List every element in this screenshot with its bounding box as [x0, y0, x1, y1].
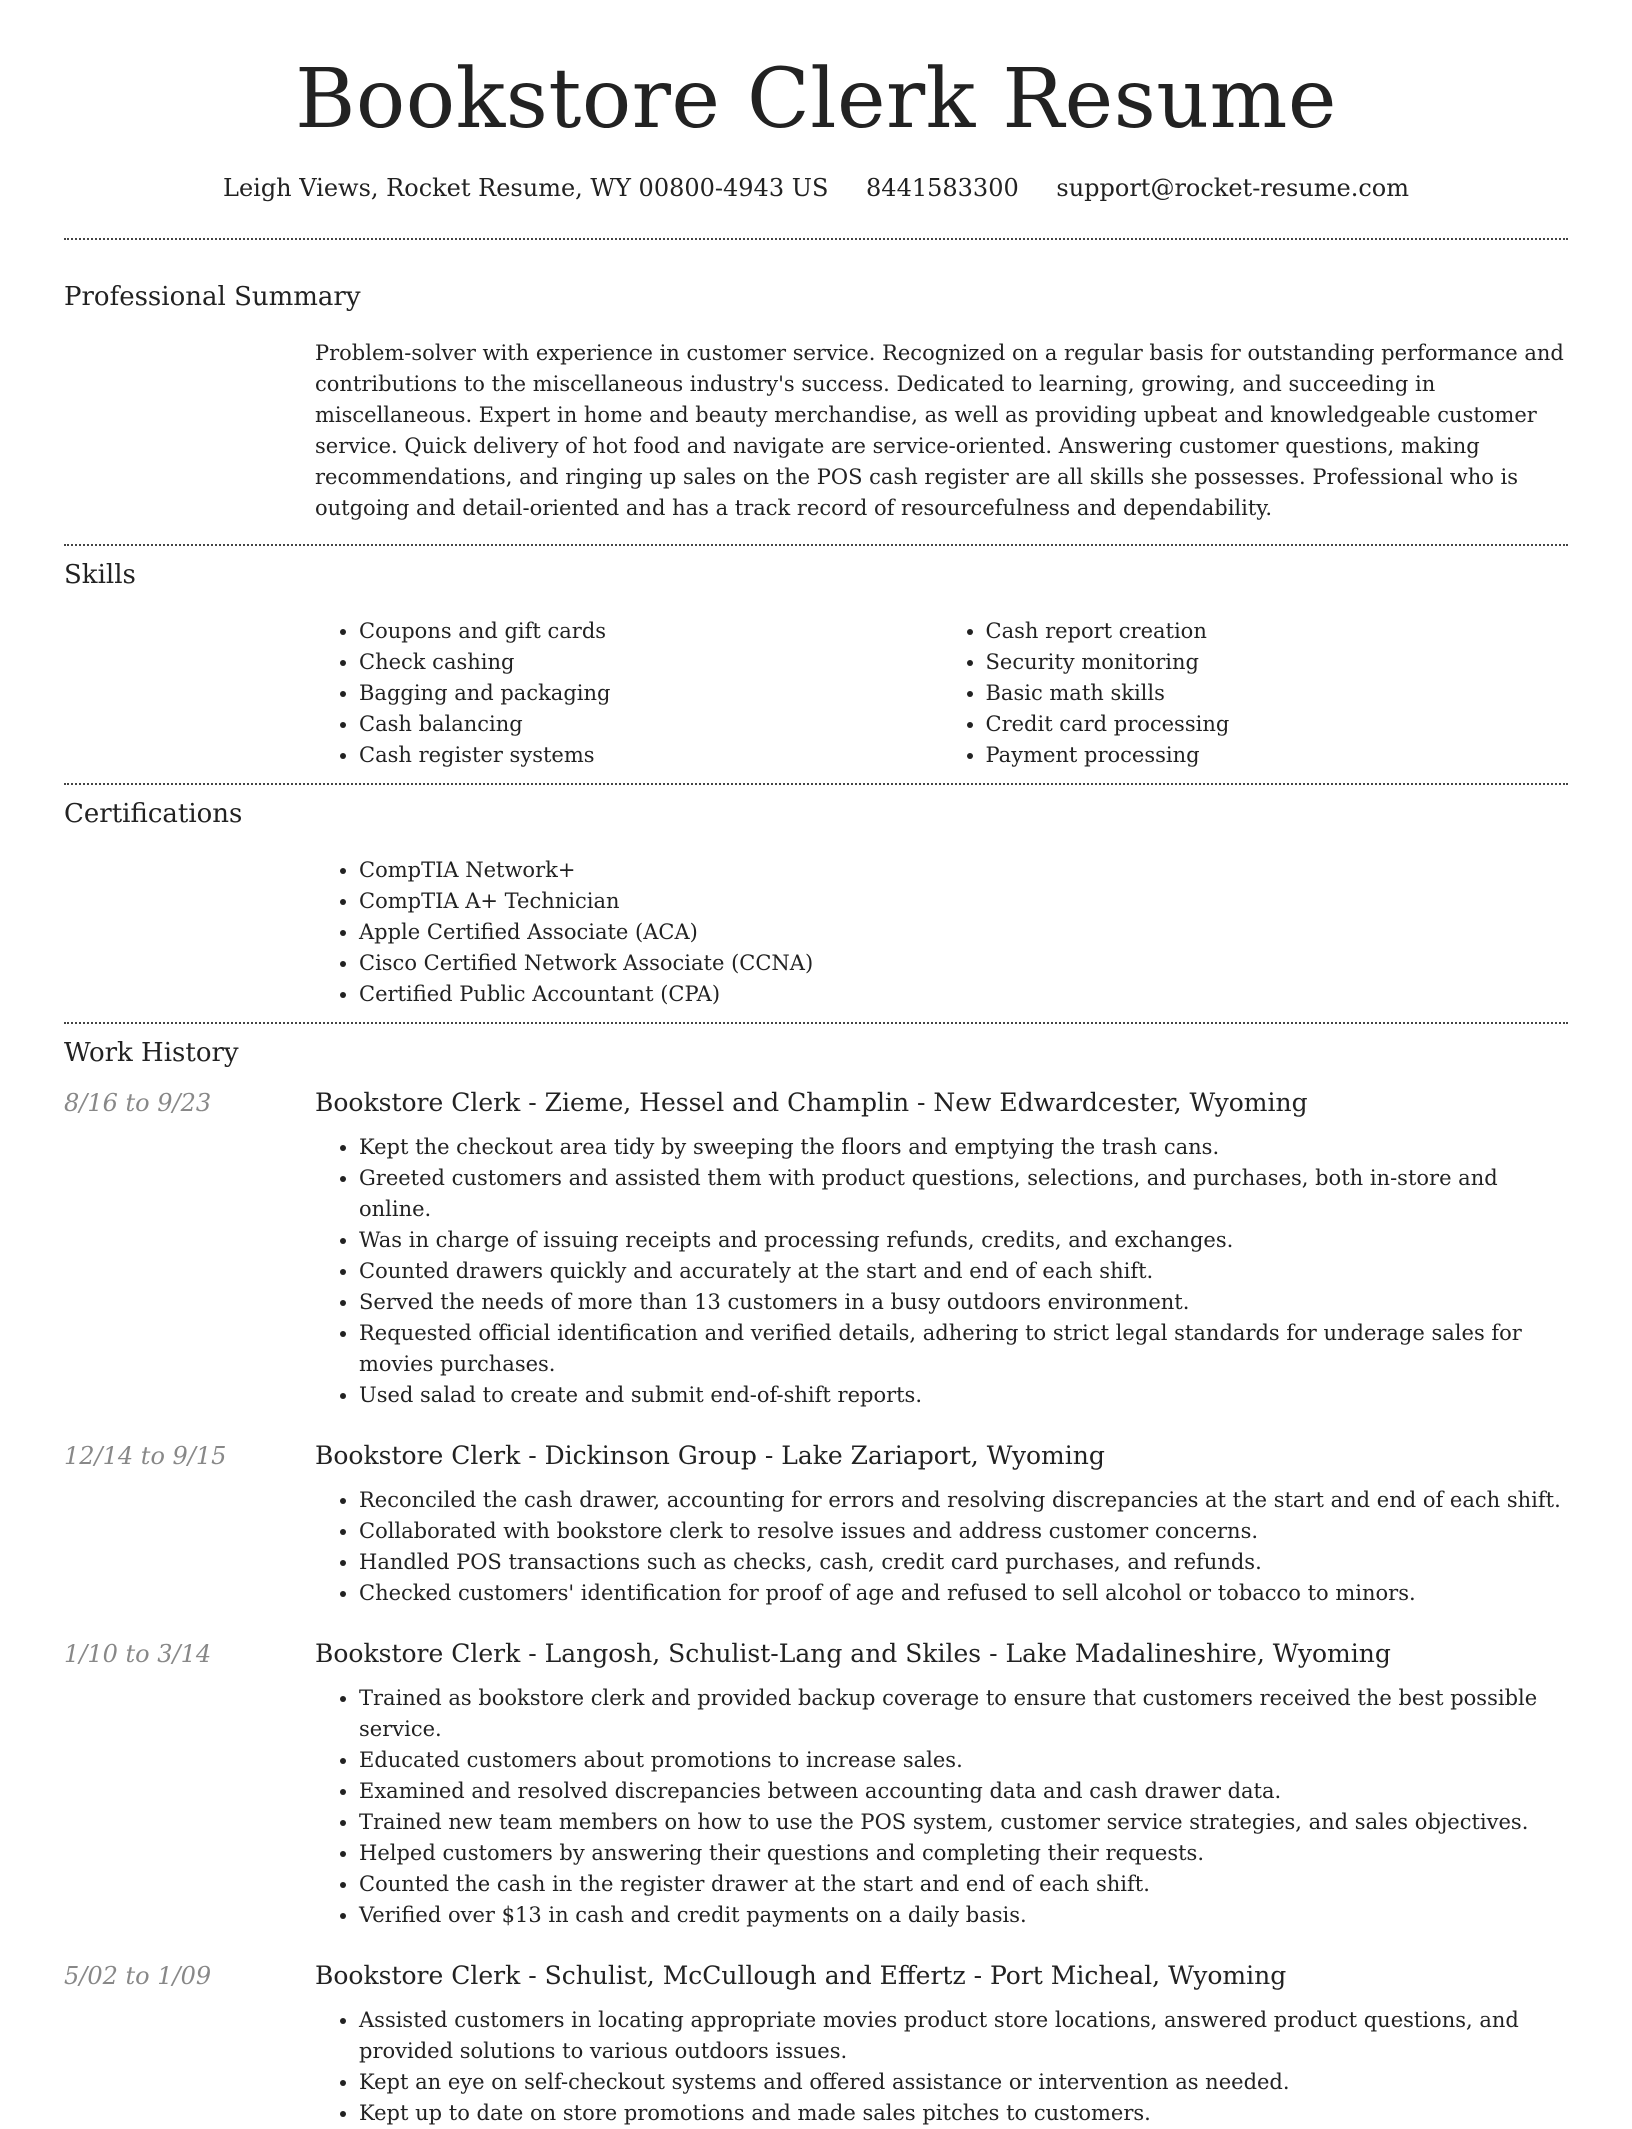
certifications-list [315, 855, 1568, 1010]
section-title-summary: Professional Summary [64, 282, 361, 312]
resume-title: Bookstore Clerk Resume [295, 52, 1337, 147]
job-bullets [315, 1683, 1568, 1931]
skill-item: • Check cashing [359, 647, 942, 678]
contact-line [64, 172, 1568, 204]
section-title-work-history: Work History [64, 1038, 239, 1068]
job-bullets [315, 1132, 1568, 1411]
skill-item: • Cash report creation [986, 616, 1569, 647]
job-date: 1/10 to 3/14 [64, 1640, 212, 1668]
job-bullet: • Kept up to date on store promotions and made sales pitches to customers. [359, 2098, 1568, 2129]
skills-list-right [942, 616, 1569, 771]
job-entry [64, 1086, 1568, 1411]
job-entry [64, 1637, 1568, 1931]
contact-address: Leigh Views, Rocket Resume, WY 00800-4943 US [223, 174, 829, 202]
contact-email: support@rocket-resume.com [1056, 174, 1409, 202]
job-bullet: • Counted the cash in the register drawer at the start and end of each shift. [359, 1869, 1568, 1900]
job-title: Bookstore Clerk - Dickinson Group - Lake Zariaport, Wyoming [315, 1441, 1105, 1470]
job-bullet: • Handled POS transactions such as checks, cash, credit card purchases, and refunds. [359, 1547, 1568, 1578]
certification-item: • Cisco Certified Network Associate (CCNA) [359, 948, 1568, 979]
skill-item: • Payment processing [986, 740, 1569, 771]
job-bullet: • Counted drawers quickly and accurately at the start and end of each shift. [359, 1256, 1568, 1287]
skill-item: • Cash register systems [359, 740, 942, 771]
job-date: 12/14 to 9/15 [64, 1442, 227, 1470]
job-title: Bookstore Clerk - Langosh, Schulist-Lang and Skiles - Lake Madalineshire, Wyoming [315, 1639, 1391, 1668]
certification-item: • Certified Public Accountant (CPA) [359, 979, 1568, 1010]
job-bullet: • Collaborated with bookstore clerk to resolve issues and address customer concerns. [359, 1516, 1568, 1547]
job-bullet: • Reconciled the cash drawer, accounting for errors and resolving discrepancies at the start and end of each shift. [359, 1485, 1568, 1516]
job-bullet: • Was in charge of issuing receipts and processing refunds, credits, and exchanges. [359, 1225, 1568, 1256]
skill-item: • Credit card processing [986, 709, 1569, 740]
certification-item: • CompTIA Network+ [359, 855, 1568, 886]
certification-item: • Apple Certified Associate (ACA) [359, 917, 1568, 948]
job-bullet: • Kept an eye on self-checkout systems and offered assistance or intervention as needed. [359, 2067, 1568, 2098]
job-bullet: • Trained new team members on how to use the POS system, customer service strategies, and sales objectives. [359, 1807, 1568, 1838]
job-bullet: • Educated customers about promotions to increase sales. [359, 1745, 1568, 1776]
job-bullets [315, 2005, 1568, 2129]
resume-header [64, 0, 1568, 204]
summary-text: Problem-solver with experience in customer service. Recognized on a regular basis for outstanding performance and contributions to the miscellaneous industry's success. Dedicated to learning, growing, and succeeding in miscellaneous. Expert in home and beauty merchandise, as well as providing upbeat and knowledgeable customer service. Quick delivery of hot food and navigate are service-oriented. Answering customer questions, making recommendations, and ringing up sales on the POS cash register are all skills she possesses. Professional who is outgoing and detail-oriented and has a track record of resourcefulness and dependability. [315, 341, 1564, 520]
job-title: Bookstore Clerk - Zieme, Hessel and Champlin - New Edwardcester, Wyoming [315, 1088, 1308, 1117]
certifications-section [64, 785, 1568, 1022]
job-bullets [315, 1485, 1568, 1609]
job-bullet: • Greeted customers and assisted them with product questions, selections, and purchases, both in-store and online. [359, 1163, 1568, 1225]
job-bullet: • Verified over $13 in cash and credit payments on a daily basis. [359, 1900, 1568, 1931]
job-bullet: • Checked customers' identification for proof of age and refused to sell alcohol or tobacco to minors. [359, 1578, 1568, 1609]
job-title: Bookstore Clerk - Schulist, McCullough and Effertz - Port Micheal, Wyoming [315, 1961, 1287, 1990]
skills-list-left [315, 616, 942, 771]
certifications-content [315, 855, 1568, 1010]
certification-item: • CompTIA A+ Technician [359, 886, 1568, 917]
professional-summary-section [64, 240, 1568, 544]
skill-item: • Basic math skills [986, 678, 1569, 709]
section-title-skills: Skills [64, 560, 136, 590]
job-bullet: • Used salad to create and submit end-of-shift reports. [359, 1380, 1568, 1411]
job-entry [64, 1439, 1568, 1609]
job-date: 8/16 to 9/23 [64, 1089, 212, 1117]
skill-item: • Cash balancing [359, 709, 942, 740]
skills-section [64, 546, 1568, 783]
job-bullet: • Examined and resolved discrepancies between accounting data and cash drawer data. [359, 1776, 1568, 1807]
skill-item: • Coupons and gift cards [359, 616, 942, 647]
job-date: 5/02 to 1/09 [64, 1962, 212, 1990]
skill-item: • Bagging and packaging [359, 678, 942, 709]
resume-page [64, 0, 1568, 2129]
job-bullet: • Served the needs of more than 13 customers in a busy outdoors environment. [359, 1287, 1568, 1318]
job-bullet: • Trained as bookstore clerk and provided backup coverage to ensure that customers received the best possible service. [359, 1683, 1568, 1745]
job-bullet: • Requested official identification and verified details, adhering to strict legal standards for underage sales for movies purchases. [359, 1318, 1568, 1380]
skills-columns [315, 616, 1568, 771]
job-bullet: • Kept the checkout area tidy by sweeping the floors and emptying the trash cans. [359, 1132, 1568, 1163]
job-bullet: • Assisted customers in locating appropriate movies product store locations, answered product questions, and provided solutions to various outdoors issues. [359, 2005, 1568, 2067]
work-history-section [64, 1024, 1568, 2129]
job-entry [64, 1959, 1568, 2129]
job-bullet: • Helped customers by answering their questions and completing their requests. [359, 1838, 1568, 1869]
skill-item: • Security monitoring [986, 647, 1569, 678]
section-title-certifications: Certifications [64, 799, 243, 829]
contact-phone: 8441583300 [866, 174, 1019, 202]
